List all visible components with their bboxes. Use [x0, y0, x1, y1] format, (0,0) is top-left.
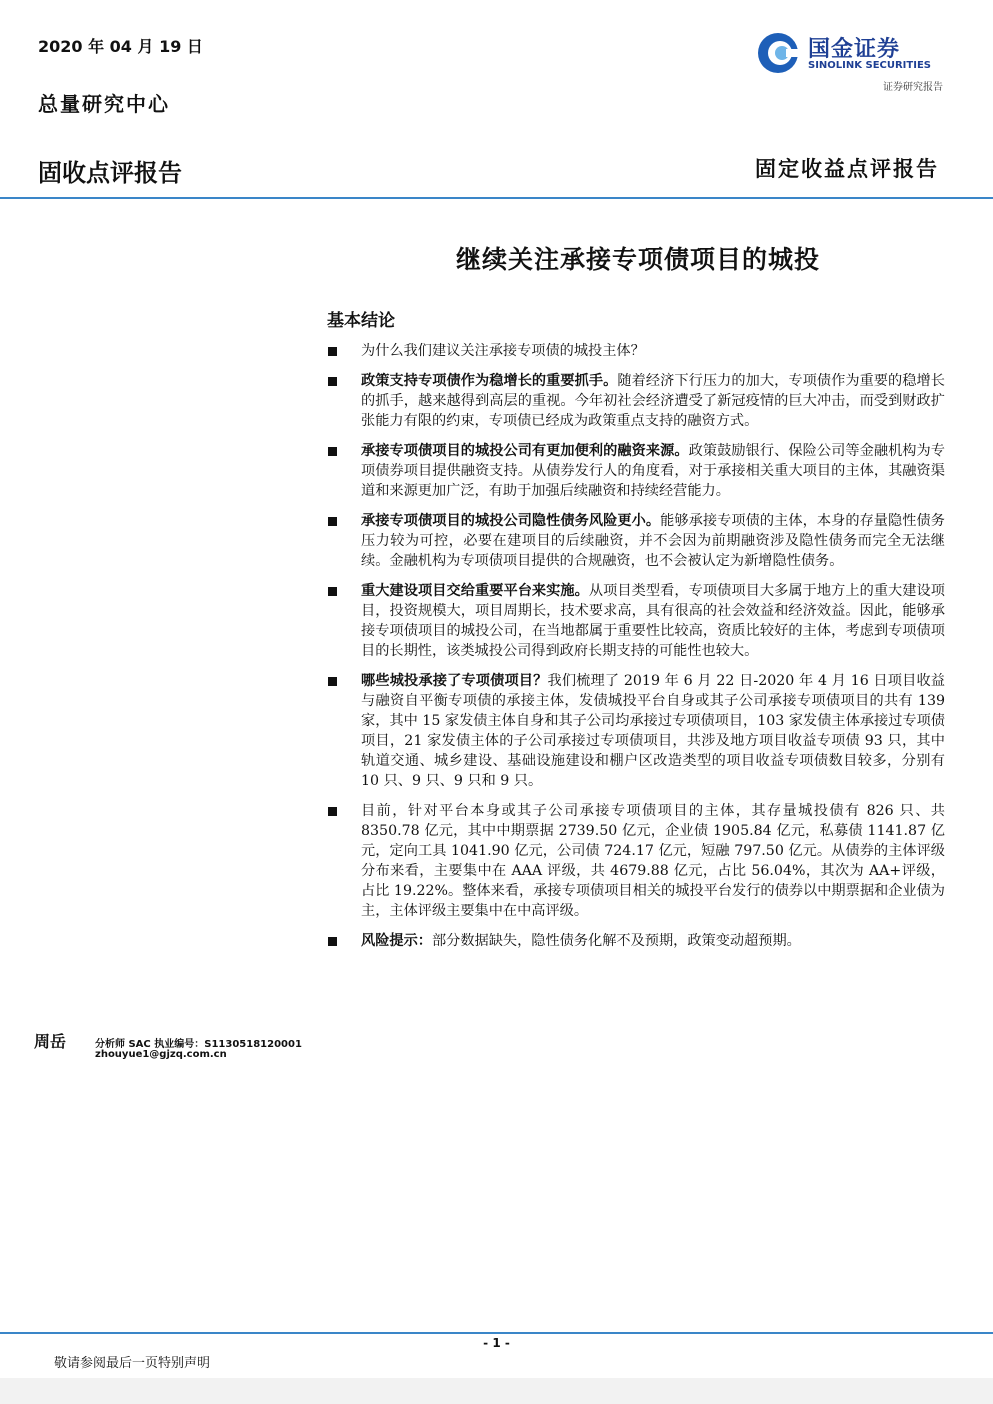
report-type: 固收点评报告 [38, 159, 182, 187]
bullet-square-icon [328, 677, 337, 686]
list-item [327, 581, 945, 661]
bullet-text: 目前，针对平台本身或其子公司承接专项债项目的主体，其存量城投债有 826 只、共 8350.78 亿元，其中中期票据 2739.50 亿元，企业债 1905.84 亿元，私募债 1141.87 亿元，定向工具 1041.90 亿元，公司债 724.17 亿元，短融 797.50 亿元。从债券的主体评级分布来看，主要集中在 AAA 评级，共 4679.88 亿元，占比 56.04%，其次为 AA+评级，占比 19.22%。整体来看，承接专项债项目相关的城投平台发行的债券以中期票据和企业债为主，主体评级主要集中在中高评级。 [361, 803, 945, 919]
bullet-lead: 哪些城投承接了专项债项目？ [361, 673, 548, 689]
bullet-text: 能够承接专项债的主体，本身的存量隐性债务压力较为可控，必要在建项目的后续融资，并不会因为前期融资涉及隐性债务而完全无法继续。金融机构为专项债项目提供的合规融资，也不会被认定为新增隐性债务。 [361, 513, 945, 569]
bullet-square-icon [328, 587, 337, 596]
author-email[interactable]: zhouyue1@gjzq.com.cn [95, 1049, 227, 1060]
list-item [327, 671, 945, 791]
bullet-square-icon [328, 517, 337, 526]
conclusion-list [327, 341, 945, 961]
bullet-square-icon [328, 447, 337, 456]
bullet-text: 我们梳理了 2019 年 6 月 22 日-2020 年 4 月 16 日项目收益与融资自平衡专项债的承接主体，发债城投平台自身或其子公司承接专项债项目的共有 139 家，其中 15 家发债主体自身和其子公司均承接过专项债项目，103 家发债主体承接过专项债项目，21 家发债主体的子公司承接过专项债项目，共涉及地方项目收益专项债 93 只，其中轨道交通、城乡建设、基础设施建设和棚户区改造类型的项目收益专项债数目较多，分别有 10 只、9 只、9 只和 9 只。 [361, 673, 945, 789]
report-type-right: 固定收益点评报告 [755, 156, 939, 181]
logo-subtitle: 证券研究报告 [883, 82, 943, 93]
report-date: 2020 年 04 月 19 日 [38, 37, 203, 56]
list-item [327, 441, 945, 501]
bullet-text: 从项目类型看，专项债项目大多属于地方上的重大建设项目，投资规模大，项目周期长，技术要求高，具有很高的社会效益和经济效益。因此，能够承接专项债项目的城投公司，在当地都属于重要性比较高，资质比较好的主体，考虑到专项债项目的长期性，该类城投公司得到政府长期支持的可能性也较大。 [361, 583, 945, 659]
bullet-text: 随着经济下行压力的加大，专项债作为重要的稳增长的抓手，越来越得到高层的重视。今年初社会经济遭受了新冠疫情的巨大冲击，而受到财政扩张能力有限的约束，专项债已经成为政策重点支持的融资方式。 [361, 373, 945, 429]
bullet-lead: 承接专项债项目的城投公司隐性债务风险更小。 [361, 513, 661, 529]
company-logo [756, 30, 946, 78]
bullet-lead: 承接专项债项目的城投公司有更加便利的融资来源。 [361, 443, 689, 459]
logo-text-en: SINOLINK SECURITIES [808, 60, 931, 71]
author-sac-id: 分析师 SAC 执业编号：S1130518120001 [95, 1039, 302, 1050]
bullet-text: 政策鼓励银行、保险公司等金融机构为专项债券项目提供融资支持。从债券发行人的角度看，对于承接相关重大项目的主体，其融资渠道和来源更加广泛，有助于加强后续融资和持续经营能力。 [361, 443, 945, 499]
bullet-text: 为什么我们建议关注承接专项债的城投主体？ [361, 343, 645, 359]
list-item [327, 371, 945, 431]
list-item [327, 341, 945, 361]
list-item [327, 801, 945, 921]
logo-text-cn: 国金证券 [808, 37, 901, 62]
list-item [327, 931, 945, 951]
page-number: - 1 - [483, 1336, 510, 1350]
bullet-square-icon [328, 377, 337, 386]
author-name: 周岳 [34, 1032, 67, 1051]
footer-divider [0, 1332, 993, 1334]
report-title: 继续关注承接专项债项目的城投 [455, 245, 820, 274]
research-center: 总量研究中心 [38, 92, 170, 116]
bullet-square-icon [328, 807, 337, 816]
logo-mark-icon [756, 30, 804, 76]
page-bottom-bar [0, 1378, 993, 1404]
bullet-lead: 风险提示： [361, 933, 432, 949]
list-item [327, 511, 945, 571]
section-heading: 基本结论 [327, 311, 395, 331]
header-divider [0, 197, 993, 199]
bullet-square-icon [328, 347, 337, 356]
bullet-square-icon [328, 937, 337, 946]
bullet-lead: 重大建设项目交给重要平台来实施。 [361, 583, 589, 599]
footer-disclaimer: 敬请参阅最后一页特别声明 [54, 1356, 211, 1371]
bullet-text: 部分数据缺失，隐性债务化解不及预期，政策变动超预期。 [431, 933, 801, 949]
bullet-lead: 政策支持专项债作为稳增长的重要抓手。 [361, 373, 618, 389]
